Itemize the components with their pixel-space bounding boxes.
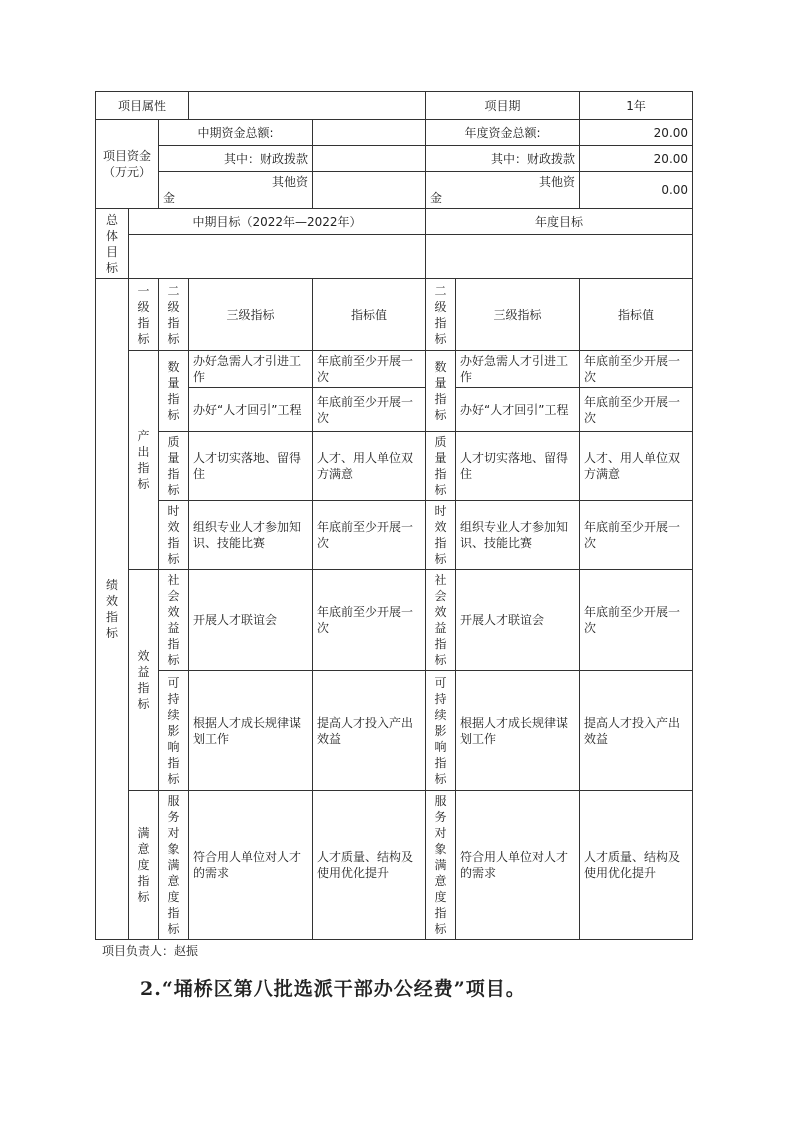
quality-name-right: 人才切实落地、留得住 (456, 432, 580, 501)
quantity-row-1 (96, 351, 693, 388)
mid-other-label (159, 172, 313, 209)
attr-row (96, 92, 693, 120)
quality-name: 人才切实落地、留得住 (189, 432, 313, 501)
project-performance-table (95, 91, 693, 940)
sustain-value: 提高人才投入产出效益 (313, 671, 426, 791)
q2-name: 办好“人才回引”工程 (189, 388, 313, 432)
year-other-label (426, 172, 580, 209)
quality-value-right: 人才、用人单位双方满意 (580, 432, 693, 501)
timeliness-value-right: 年底前至少开展一次 (580, 501, 693, 570)
sub-timeliness-right: 时 效 指 标 (426, 501, 456, 570)
attr-label: 项目属性 (96, 92, 189, 120)
mid-total-value (313, 120, 426, 146)
social-row (96, 570, 693, 671)
quality-row (96, 432, 693, 501)
year-other-label-b: 金 (430, 191, 443, 205)
timeliness-row (96, 501, 693, 570)
year-other-value: 0.00 (580, 172, 693, 209)
cat-satisfaction: 满 意 度 指 标 (129, 791, 159, 940)
q1-value: 年底前至少开展一次 (313, 351, 426, 388)
social-value: 年底前至少开展一次 (313, 570, 426, 671)
year-goal-text (426, 235, 693, 279)
year-fiscal-value: 20.00 (580, 146, 693, 172)
mid-total-label: 中期资金总额: (159, 120, 313, 146)
fund-row-other (96, 172, 693, 209)
header-value-right: 指标值 (580, 279, 693, 351)
sub-social-right: 社 会 效 益 指 标 (426, 570, 456, 671)
quality-value: 人才、用人单位双方满意 (313, 432, 426, 501)
period-value: 1年 (580, 92, 693, 120)
perf-header-row (96, 279, 693, 351)
service-value-right: 人才质量、结构及使用优化提升 (580, 791, 693, 940)
cat-benefit: 效 益 指 标 (129, 570, 159, 791)
q2-value-right: 年底前至少开展一次 (580, 388, 693, 432)
mid-other-label-a: 其他资 (272, 175, 309, 189)
q1-value-right: 年底前至少开展一次 (580, 351, 693, 388)
perf-label: 绩 效 指 标 (96, 279, 129, 940)
year-other-label-a: 其他资 (539, 175, 576, 189)
q2-value: 年底前至少开展一次 (313, 388, 426, 432)
timeliness-name: 组织专业人才参加知识、技能比赛 (189, 501, 313, 570)
sub-service-right: 服 务 对 象 满 意 度 指 标 (426, 791, 456, 940)
sub-social: 社 会 效 益 指 标 (159, 570, 189, 671)
mid-other-label-b: 金 (163, 191, 176, 205)
social-name: 开展人才联谊会 (189, 570, 313, 671)
fund-label: 项目资金 （万元） (96, 120, 159, 209)
q1-name: 办好急需人才引进工作 (189, 351, 313, 388)
fund-row-total (96, 120, 693, 146)
goals-content-row (96, 235, 693, 279)
mid-fiscal-value (313, 146, 426, 172)
period-label: 项目期 (426, 92, 580, 120)
header-level2-right: 二 级 指 标 (426, 279, 456, 351)
sub-quality: 质 量 指 标 (159, 432, 189, 501)
header-level1: 一 级 指 标 (129, 279, 159, 351)
sub-quantity: 数 量 指 标 (159, 351, 189, 432)
sustain-row (96, 671, 693, 791)
header-value: 指标值 (313, 279, 426, 351)
mid-goal-title: 中期目标（2022年—2022年） (129, 209, 426, 235)
service-value: 人才质量、结构及使用优化提升 (313, 791, 426, 940)
mid-fiscal-label: 其中：财政拨款 (159, 146, 313, 172)
fund-row-fiscal (96, 146, 693, 172)
year-total-value: 20.00 (580, 120, 693, 146)
sub-sustain-right: 可 持 续 影 响 指 标 (426, 671, 456, 791)
q2-name-right: 办好“人才回引”工程 (456, 388, 580, 432)
sub-service: 服 务 对 象 满 意 度 指 标 (159, 791, 189, 940)
satisfaction-row (96, 791, 693, 940)
attr-value (189, 92, 426, 120)
sub-quantity-right: 数 量 指 标 (426, 351, 456, 432)
header-level3: 三级指标 (189, 279, 313, 351)
year-total-label: 年度资金总额: (426, 120, 580, 146)
mid-other-value (313, 172, 426, 209)
header-level2: 二 级 指 标 (159, 279, 189, 351)
q1-name-right: 办好急需人才引进工作 (456, 351, 580, 388)
year-fiscal-label: 其中：财政拨款 (426, 146, 580, 172)
service-name-right: 符合用人单位对人才的需求 (456, 791, 580, 940)
sustain-name-right: 根据人才成长规律谋划工作 (456, 671, 580, 791)
mid-goal-text (129, 235, 426, 279)
header-level3-right: 三级指标 (456, 279, 580, 351)
sustain-name: 根据人才成长规律谋划工作 (189, 671, 313, 791)
timeliness-name-right: 组织专业人才参加知识、技能比赛 (456, 501, 580, 570)
cat-output: 产 出 指 标 (129, 351, 159, 570)
social-value-right: 年底前至少开展一次 (580, 570, 693, 671)
next-section-heading: 2.“埇桥区第八批选派干部办公经费”项目。 (140, 978, 526, 1000)
sub-sustain: 可 持 续 影 响 指 标 (159, 671, 189, 791)
sustain-value-right: 提高人才投入产出效益 (580, 671, 693, 791)
social-name-right: 开展人才联谊会 (456, 570, 580, 671)
timeliness-value: 年底前至少开展一次 (313, 501, 426, 570)
goals-label: 总 体 目 标 (96, 209, 129, 279)
year-goal-title: 年度目标 (426, 209, 693, 235)
sub-quality-right: 质 量 指 标 (426, 432, 456, 501)
sub-timeliness: 时 效 指 标 (159, 501, 189, 570)
goals-title-row (96, 209, 693, 235)
project-owner: 项目负责人：赵振 (102, 944, 199, 958)
service-name: 符合用人单位对人才的需求 (189, 791, 313, 940)
